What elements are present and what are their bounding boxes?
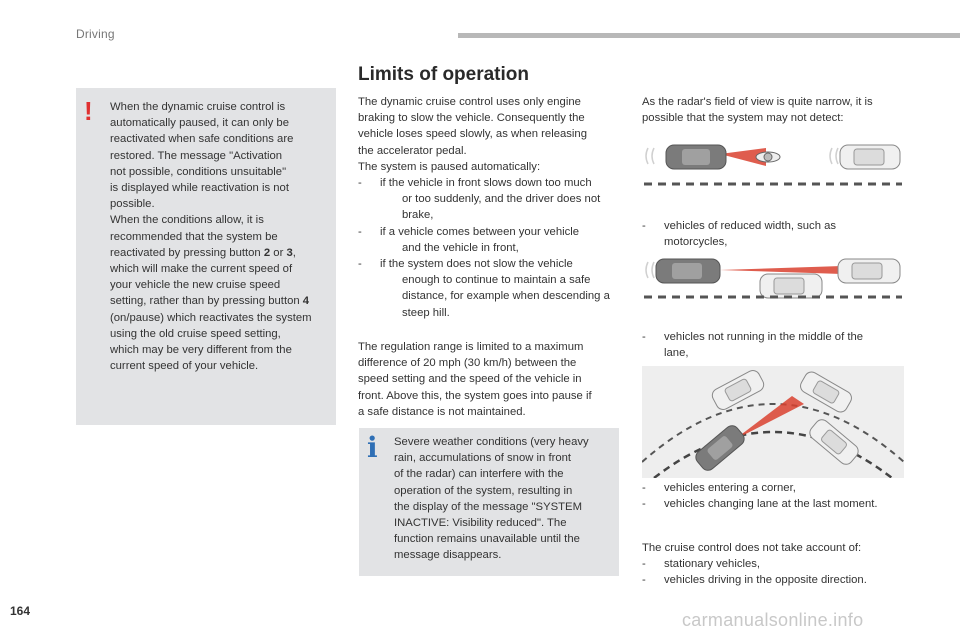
list-line bbox=[642, 496, 922, 512]
warning-line: current speed of your vehicle. bbox=[110, 360, 259, 373]
middle-line: the accelerator pedal. bbox=[358, 144, 467, 157]
list-item bbox=[358, 175, 620, 224]
warning-text-span: setting, rather than by pressing button bbox=[110, 295, 303, 308]
range-line: difference of 20 mph (30 km/h) between the bbox=[358, 357, 577, 370]
warning-line: automatically paused, it can only be bbox=[110, 117, 289, 130]
corner-illustration bbox=[642, 366, 904, 478]
right-line: possible that the system may not detect: bbox=[642, 112, 844, 125]
list-line bbox=[358, 224, 620, 240]
list-line bbox=[642, 572, 922, 588]
range-line: speed setting and the speed of the vehicle in bbox=[358, 373, 582, 386]
info-line: Severe weather conditions (very heavy bbox=[394, 436, 589, 448]
list-text: vehicles driving in the opposite direction. bbox=[664, 574, 867, 587]
dash: - bbox=[642, 220, 646, 232]
warning-line bbox=[110, 245, 332, 261]
right-item-2 bbox=[642, 329, 912, 361]
warning-line: When the dynamic cruise control is bbox=[110, 101, 286, 113]
offcenter-illustration bbox=[642, 256, 904, 304]
list-item bbox=[358, 224, 620, 256]
list-text: vehicles of reduced width, such as bbox=[664, 220, 837, 232]
warning-text-span: reactivated by pressing button bbox=[110, 246, 264, 259]
range-line: front. Above this, the system goes into pause if bbox=[358, 389, 592, 402]
warning-box bbox=[76, 88, 336, 425]
list-line bbox=[642, 556, 922, 572]
info-line: the display of the message "SYSTEM bbox=[394, 500, 582, 513]
warning-line: using the old cruise speed setting, bbox=[110, 327, 281, 340]
section-label: Driving bbox=[76, 27, 115, 41]
dash: - bbox=[642, 574, 646, 587]
info-icon: i bbox=[367, 431, 378, 464]
dash: - bbox=[642, 482, 646, 494]
middle-line: The dynamic cruise control uses only engine bbox=[358, 96, 581, 108]
right-item-3 bbox=[642, 480, 922, 512]
middle-line: vehicle loses speed slowly, as when releasing bbox=[358, 128, 587, 141]
list-text: vehicles not running in the middle of the bbox=[664, 331, 864, 343]
range-paragraph bbox=[358, 339, 620, 420]
middle-line: The system is paused automatically: bbox=[358, 160, 541, 173]
middle-column bbox=[358, 94, 620, 321]
warning-line: reactivated when safe conditions are bbox=[110, 133, 294, 146]
list-line: brake, bbox=[402, 209, 434, 222]
warning-text-span: , bbox=[292, 246, 296, 259]
list-line: and the vehicle in front, bbox=[402, 241, 519, 254]
watermark: carmanualsonline.info bbox=[682, 610, 864, 630]
list-text: stationary vehicles, bbox=[664, 558, 761, 571]
list-line: steep hill. bbox=[402, 306, 450, 319]
warning-line: When the conditions allow, it is bbox=[110, 214, 264, 227]
button-number-2: 2 bbox=[263, 246, 271, 259]
dash: - bbox=[358, 225, 362, 238]
info-line: of the radar) can interfere with the bbox=[394, 468, 564, 481]
warning-line: recommended that the system be bbox=[110, 230, 278, 243]
list-line: lane, bbox=[664, 347, 689, 360]
range-line: The regulation range is limited to a maximum bbox=[358, 341, 584, 353]
header-bar bbox=[458, 33, 960, 38]
range-line: a safe distance is not maintained. bbox=[358, 405, 526, 418]
warning-line: which will make the current speed of bbox=[110, 263, 293, 276]
motorcycle-icon bbox=[756, 152, 780, 162]
list-line bbox=[642, 218, 912, 234]
warning-line: (on/pause) which reactivates the system bbox=[110, 311, 312, 324]
info-text bbox=[394, 434, 614, 564]
radar-beam bbox=[720, 266, 842, 274]
page-title: Limits of operation bbox=[358, 64, 529, 85]
warning-line: not possible, conditions unsuitable" bbox=[110, 165, 287, 178]
dash: - bbox=[642, 498, 646, 511]
info-line: operation of the system, resulting in bbox=[394, 484, 573, 497]
warning-text bbox=[110, 99, 332, 374]
info-line: message disappears. bbox=[394, 549, 502, 562]
dash: - bbox=[642, 331, 646, 343]
outro-line: The cruise control does not take account of: bbox=[642, 542, 862, 554]
list-line bbox=[642, 329, 912, 345]
dash: - bbox=[358, 177, 362, 190]
dash: - bbox=[642, 558, 646, 571]
list-text: if the system does not slow the vehicle bbox=[380, 258, 573, 271]
list-line bbox=[642, 480, 922, 496]
list-text: vehicles changing lane at the last moment. bbox=[664, 498, 878, 511]
warning-line: is displayed while reactivation is not bbox=[110, 182, 289, 195]
warning-text-span: or bbox=[270, 246, 287, 259]
right-outro bbox=[642, 540, 922, 589]
info-line: function remains unavailable until the bbox=[394, 533, 580, 546]
exclamation-icon: ! bbox=[84, 96, 93, 126]
list-line: motorcycles, bbox=[664, 236, 728, 249]
middle-line: braking to slow the vehicle. Consequently the bbox=[358, 112, 585, 125]
list-line bbox=[358, 256, 620, 272]
right-line: As the radar's field of view is quite narrow, it is bbox=[642, 96, 873, 108]
list-line bbox=[358, 175, 620, 191]
warning-line bbox=[110, 293, 332, 309]
list-text: vehicles entering a corner, bbox=[664, 482, 796, 494]
button-number-4: 4 bbox=[302, 295, 310, 308]
warning-line: which may be very different from the bbox=[110, 344, 292, 357]
dash: - bbox=[358, 258, 362, 271]
right-item-1 bbox=[642, 218, 912, 250]
list-item bbox=[358, 256, 620, 321]
warning-line: possible. bbox=[110, 198, 155, 211]
motorcycle-illustration bbox=[642, 140, 904, 192]
info-line: INACTIVE: Visibility reduced". The bbox=[394, 517, 567, 530]
button-number-3: 3 bbox=[286, 246, 293, 259]
warning-line: your vehicle the new cruise speed bbox=[110, 279, 281, 292]
list-line: enough to continue to maintain a safe bbox=[402, 274, 591, 287]
page-number: 164 bbox=[10, 604, 31, 618]
right-intro bbox=[642, 94, 912, 126]
list-text: if the vehicle in front slows down too much bbox=[380, 177, 592, 190]
info-line: rain, accumulations of snow in front bbox=[394, 452, 572, 465]
list-line: or too suddenly, and the driver does not bbox=[402, 193, 601, 206]
warning-line: restored. The message "Activation bbox=[110, 149, 283, 162]
list-text: if a vehicle comes between your vehicle bbox=[380, 225, 580, 238]
list-line: distance, for example when descending a bbox=[402, 290, 610, 303]
info-box bbox=[359, 428, 619, 576]
